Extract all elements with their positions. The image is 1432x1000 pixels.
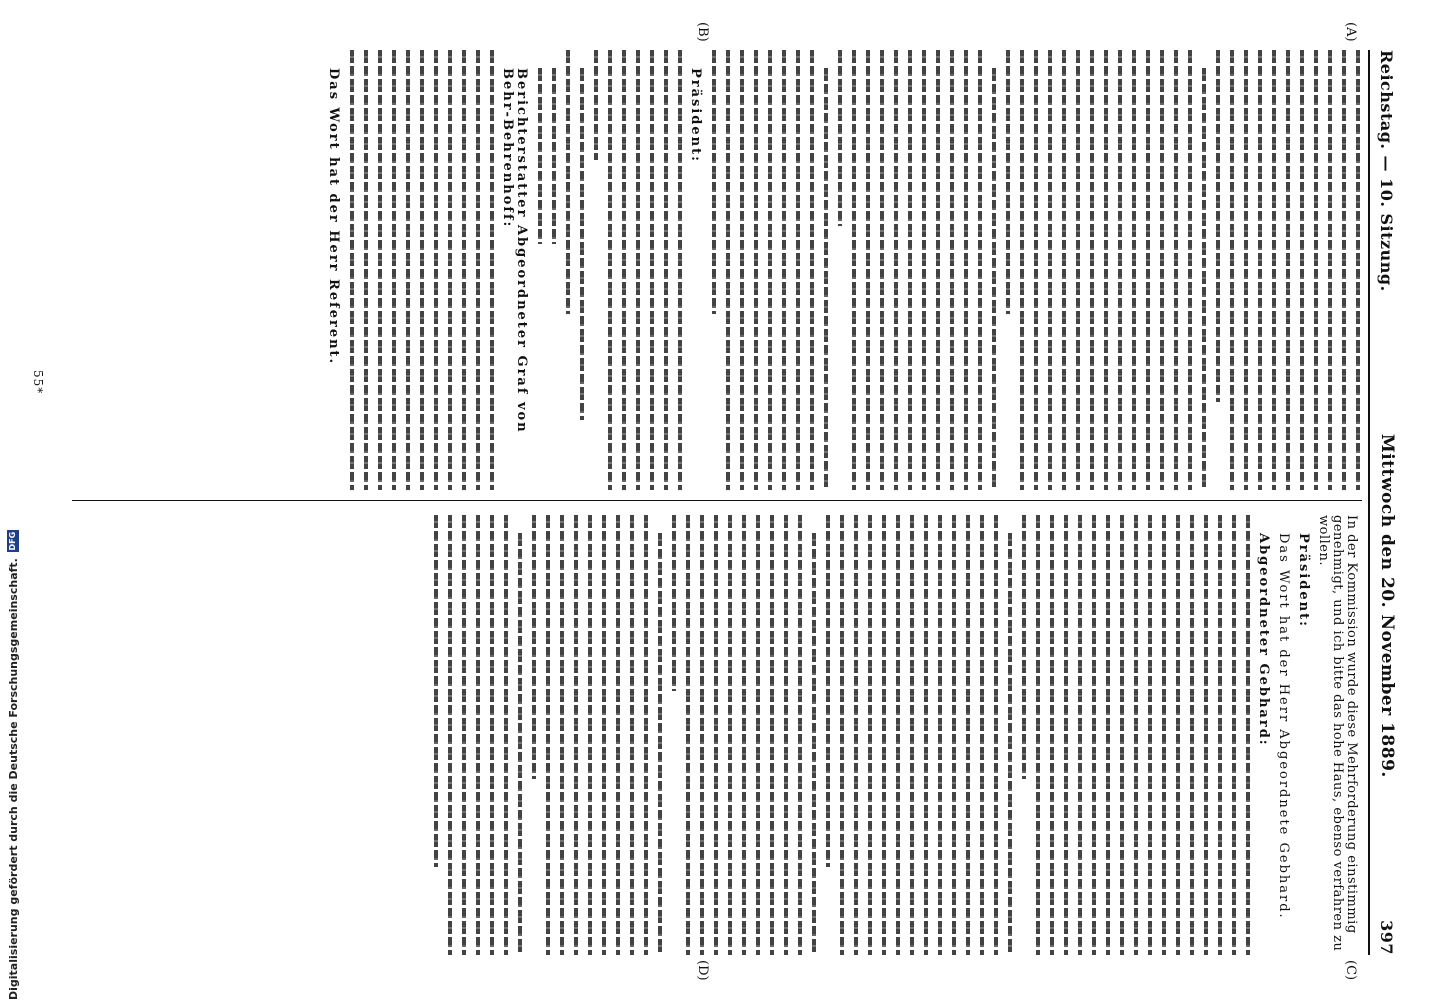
- column-divider: [72, 500, 1362, 501]
- paragraph: [1216, 50, 1360, 490]
- page-number: 397: [1377, 920, 1397, 955]
- left-column: [50, 50, 1360, 490]
- dfg-logo-icon: DFG: [8, 531, 17, 551]
- speaker-president: Präsident:: [1296, 533, 1311, 628]
- closing-line: Das Wort hat der Herr Referent.: [326, 68, 341, 366]
- president-line: Das Wort hat der Herr Abgeordnete Gebhard.: [1276, 533, 1291, 920]
- paragraph: [826, 515, 1012, 955]
- header-rule: [1368, 50, 1370, 955]
- running-head-left: Reichstag. — 10. Sitzung.: [1377, 50, 1397, 292]
- margin-letter-a: (A): [1343, 22, 1358, 42]
- paragraph: [1006, 50, 1206, 490]
- paragraph: [434, 515, 522, 955]
- paragraph: [712, 50, 828, 490]
- speaker-president: Präsident:: [688, 68, 703, 163]
- right-column: [50, 515, 1360, 955]
- paragraph: [1022, 515, 1250, 955]
- scanned-page: [20, 10, 1410, 995]
- paragraph: [672, 515, 816, 955]
- margin-letter-d: (D): [695, 960, 710, 981]
- credit-text: Digitalisierung gefördert durch die Deutsche Forschungsgemeinschaft.: [6, 558, 20, 1000]
- margin-letter-b: (B): [695, 22, 710, 42]
- paragraph: [538, 50, 682, 490]
- paragraph: [532, 515, 662, 955]
- paragraph: [350, 50, 494, 490]
- running-head: [1374, 50, 1400, 955]
- paragraph: [838, 50, 996, 490]
- running-head-date: Mittwoch den 20. November 1889.: [1377, 433, 1397, 778]
- speaker-referent: Berichterstatter Abgeordneter Graf von Behr-Behrenhoff:: [500, 68, 529, 434]
- margin-letter-c: (C): [1343, 960, 1358, 981]
- opening-text: In der Kommission wurde diese Mehrforderung einstimmig genehmigt, und ich bitte das hohe Haus, ebenso verfahren zu wollen.: [1316, 515, 1359, 952]
- speaker-gebhard: Abgeordneter Gebhard:: [1256, 533, 1271, 747]
- signature-mark: 55*: [31, 370, 45, 395]
- dfg-credit: [4, 0, 22, 1000]
